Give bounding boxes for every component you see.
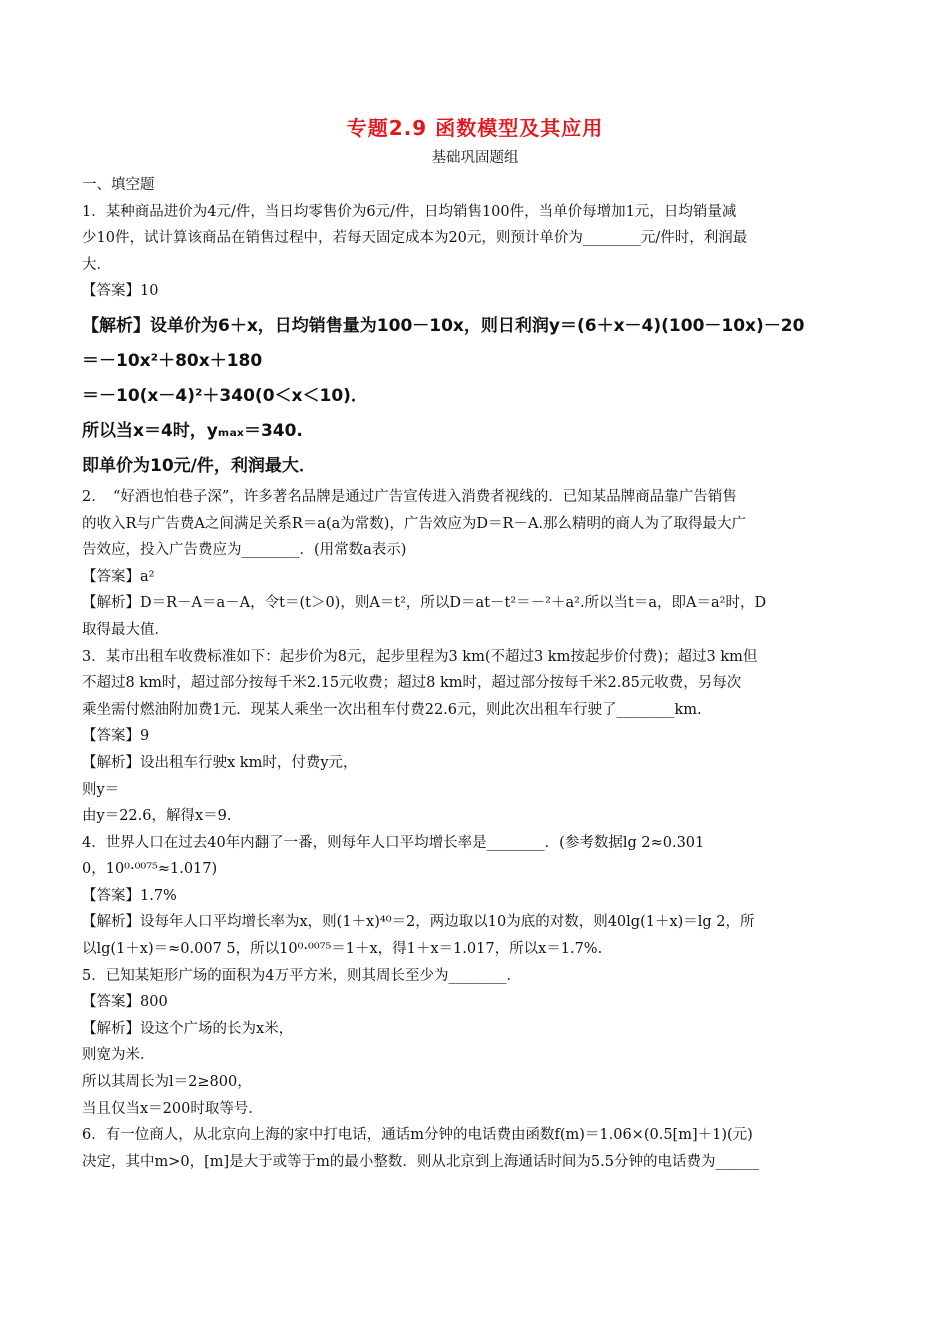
question-line: 乘坐需付燃油附加费1元．现某人乘坐一次出租车付费22.6元，则此次出租车行驶了________km. <box>82 701 702 718</box>
page-subtitle: 基础巩固题组 <box>431 150 519 166</box>
question-line: 3．某市出租车收费标准如下：起步价为8元，起步里程为3 km(不超过3 km按起步价付费)；超过3 km但 <box>82 648 758 665</box>
question-5 <box>82 963 870 1123</box>
analysis-line: 当且仅当x＝200时取等号． <box>82 1100 263 1117</box>
answer: 【答案】a² <box>82 568 155 585</box>
question-line: 6．有一位商人，从北京向上海的家中打电话，通话m分钟的电话费由函数f(m)＝1.06×(0.5[m]＋1)(元) <box>82 1127 753 1144</box>
analysis-line: ＝－10x²＋80x＋180 <box>82 350 263 371</box>
question-2 <box>82 484 870 644</box>
analysis-line: 所以当x＝4时，yₘₐₓ＝340. <box>82 420 303 441</box>
answer: 【答案】9 <box>82 728 150 745</box>
question-line: 4．世界人口在过去40年内翻了一番，则每年人口平均增长率是________．(参考数据lg 2≈0.301 <box>82 834 705 851</box>
page-title: 专题2.9 函数模型及其应用 <box>346 116 604 140</box>
question-3 <box>82 644 870 830</box>
analysis-line: 【解析】设每年人口平均增长率为x，则(1＋x)⁴⁰＝2，两边取以10为底的对数，则40lg(1＋x)＝lg 2，所 <box>82 914 755 931</box>
question-line: 5．已知某矩形广场的面积为4万平方米，则其周长至少为________． <box>82 967 521 984</box>
question-1 <box>82 199 870 484</box>
answer: 【答案】1.7% <box>82 887 177 904</box>
analysis-line: 【解析】D＝R－A＝a－A，令t＝(t＞0)，则A＝t²，所以D＝at－t²＝－²＋a².所以当t＝a，即A＝a²时，D <box>82 595 767 612</box>
analysis-line: 【解析】设出租车行驶x km时，付费y元， <box>82 754 358 771</box>
question-line: 大． <box>82 256 111 273</box>
question-line: 决定，其中m>0，[m]是大于或等于m的最小整数．则从北京到上海通话时间为5.5分钟的电话费为______ <box>82 1153 759 1170</box>
question-line: 的收入R与广告费A之间满足关系R＝a(a为常数)，广告效应为D＝R－A.那么精明的商人为了取得最大广 <box>82 515 747 532</box>
analysis-line: 即单价为10元/件，利润最大． <box>82 455 316 476</box>
section-heading: 一、填空题 <box>82 177 155 193</box>
question-line: 2． “好酒也怕巷子深”，许多著名品牌是通过广告宣传进入消费者视线的．已知某品牌商品靠广告销售 <box>82 488 737 505</box>
analysis-line: 【解析】设单价为6＋x，日均销售量为100－10x，则日利润y＝(6＋x－4)(100－10x)－20 <box>82 315 805 336</box>
analysis-line: 则宽为米． <box>82 1047 155 1064</box>
analysis-line: 所以其周长为l＝2≥800， <box>82 1074 252 1091</box>
question-line: 1．某种商品进价为4元/件，当日均零售价为6元/件，日均销售100件，当单价每增加1元，日均销量减 <box>82 203 737 220</box>
answer: 【答案】800 <box>82 994 168 1011</box>
question-line: 不超过8 km时，超过部分按每千米2.15元收费；超过8 km时，超过部分按每千米2.85元收费，另每次 <box>82 675 742 692</box>
analysis-line: 则y＝ <box>82 781 120 798</box>
answer: 【答案】10 <box>82 283 159 300</box>
analysis-line: 以lg(1＋x)＝≈0.007 5，所以10⁰·⁰⁰⁷⁵＝1＋x，得1＋x＝1.017，所以x＝1.7%. <box>82 941 603 958</box>
question-line: 少10件，试计算该商品在销售过程中，若每天固定成本为20元，则预计单价为________元/件时，利润最 <box>82 230 748 247</box>
analysis-line: 取得最大值． <box>82 621 169 638</box>
document-body <box>82 172 870 1175</box>
question-4 <box>82 830 870 963</box>
analysis-line: ＝－10(x－4)²＋340(0＜x＜10)． <box>82 385 368 406</box>
analysis-line: 【解析】设这个广场的长为x米， <box>82 1020 294 1037</box>
question-line: 0，10⁰·⁰⁰⁷⁵≈1.017) <box>82 861 218 878</box>
question-6 <box>82 1122 870 1175</box>
question-line: 告效应，投入广告费应为________．(用常数a表示) <box>82 542 407 559</box>
analysis-line: 由y＝22.6，解得x＝9. <box>82 808 232 825</box>
